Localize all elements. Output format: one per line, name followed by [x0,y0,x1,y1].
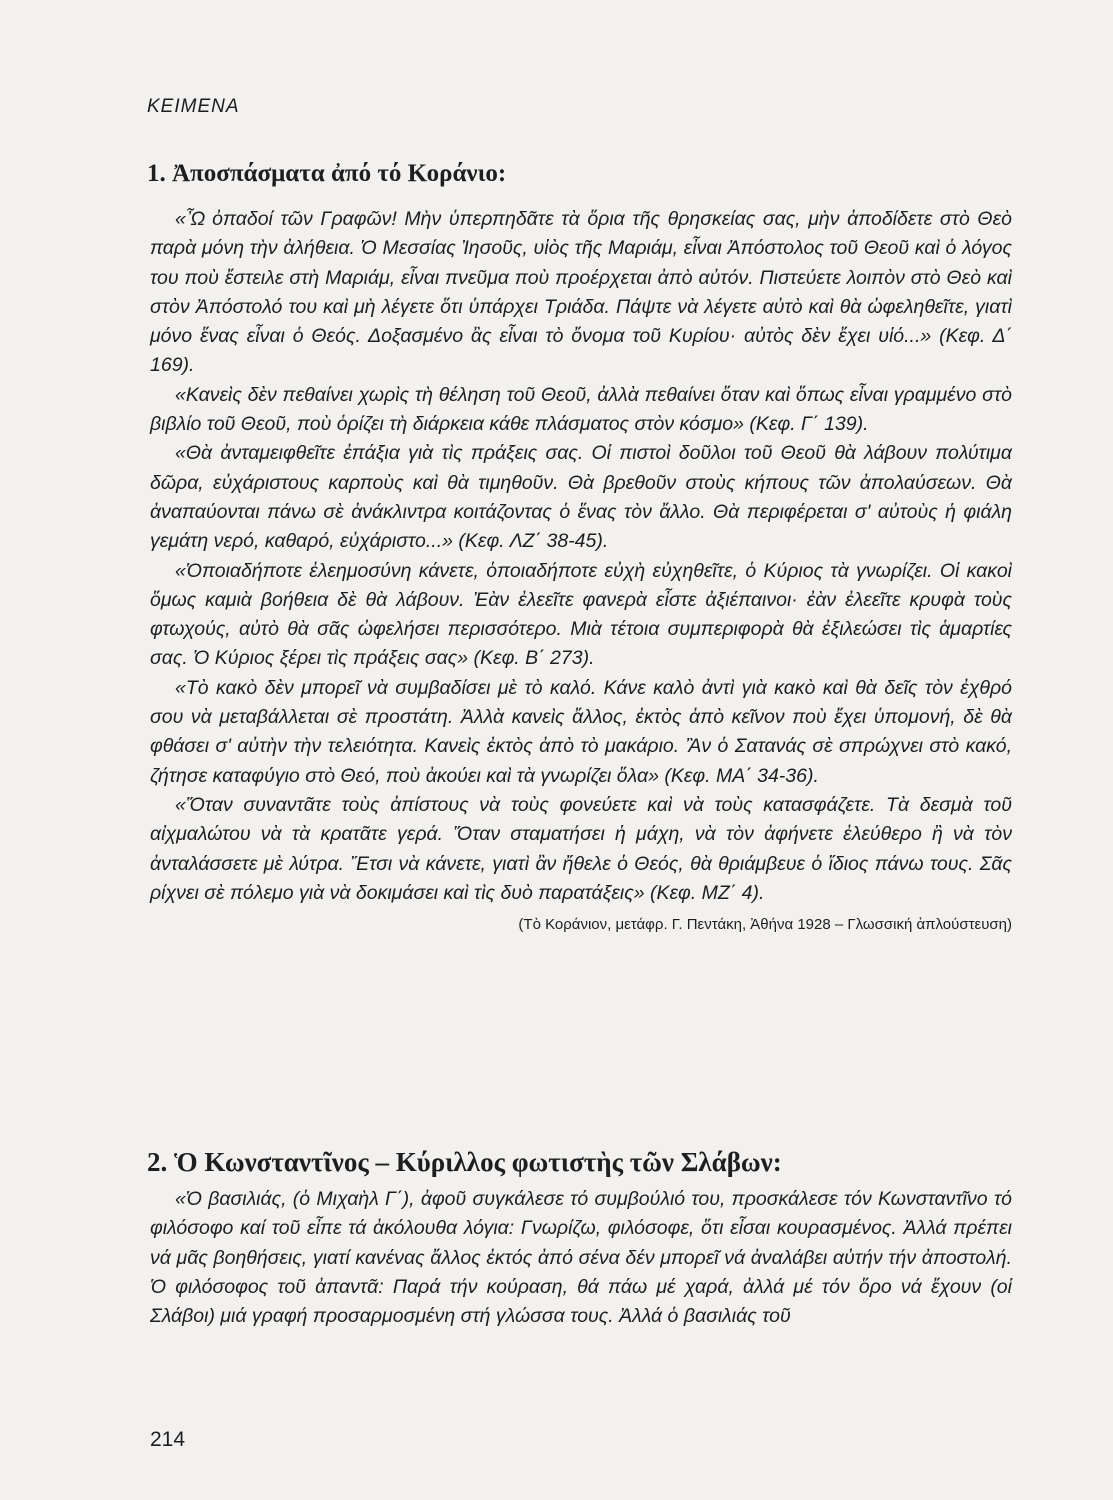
quran-excerpt-6: «Ὅταν συναντᾶτε τοὺς ἀπίστους νὰ τοὺς φονεύετε καὶ νὰ τοὺς κατασφάζετε. Τὰ δεσμὰ τοῦ αἰχμαλώτου νὰ τὰ κρατᾶτε γερά. Ὅταν σταματήσει ἡ μάχη, νὰ τὸν ἀφήνετε ἐλεύθερο ἢ νὰ τὸν ἀνταλάσσετε μὲ λύτρα. Ἔτσι νὰ κάνετε, γιατὶ ἂν ἤθελε ὁ Θεός, θὰ θριάμβευε ὁ ἴδιος πάνω τους. Σᾶς ρίχνει σὲ πόλεμο γιὰ νὰ δοκιμάσει καὶ τὶς δυὸ παρατάξεις» (Κεφ. ΜΖ΄ 4). [150,793,1012,904]
section-1-body [150,205,1012,938]
quran-excerpt-1: «Ὦ ὀπαδοί τῶν Γραφῶν! Μὴν ὑπερπηδᾶτε τὰ ὅρια τῆς θρησκείας σας, μὴν ἀποδίδετε στὸ Θεὸ παρὰ μόνη τὴν ἀλήθεια. Ὁ Μεσσίας Ἰησοῦς, υἱὸς τῆς Μαριάμ, εἶναι Ἀπόστολος τοῦ Θεοῦ καὶ ὁ λόγος του ποὺ ἔστειλε στὴ Μαριάμ, εἶναι πνεῦμα ποὺ προέρχεται ἀπὸ αὐτόν. Πιστεύετε λοιπὸν στὸ Θεὸ καὶ στὸν Ἀπόστολό του καὶ μὴ λέγετε ὅτι ὑπάρχει Τριάδα. Πάψτε νὰ λέγετε αὐτὸ καὶ θὰ ὠφεληθεῖτε, γιατὶ μόνο ἕνας εἶναι ὁ Θεός. Δοξασμένο ἂς εἶναι τὸ ὄνομα τοῦ Κυρίου· αὐτὸς δὲν ἔχει υἱό...» (Κεφ. Δ΄ 169). [150,208,1012,377]
quran-excerpt-5: «Τὸ κακὸ δὲν μπορεῖ νὰ συμβαδίσει μὲ τὸ καλό. Κάνε καλὸ ἀντὶ γιὰ κακὸ καὶ θὰ δεῖς τὸν ἐχθρό σου νὰ μεταβάλλεται σὲ προστάτη. Ἀλλὰ κανεὶς ἄλλος, ἐκτὸς ἀπὸ κεῖνον ποὺ ἔχει ὑπομονή, δὲ θὰ φθάσει σ' αὐτὴν τὴν τελειότητα. Κανεὶς ἐκτὸς ἀπὸ τὸ μακάριο. Ἂν ὁ Σατανάς σὲ σπρώχνει στὸ κακό, ζήτησε καταφύγιο στὸ Θεό, ποὺ ἀκούει καὶ τὰ γνωρίζει ὅλα» (Κεφ. ΜΑ΄ 34-36). [150,676,1012,787]
section-1-title: 1. Ἀποσπάσματα ἀπό τό Κοράνιο: [147,160,507,187]
quran-excerpt-4: «Ὁποιαδήποτε ἐλεημοσύνη κάνετε, ὁποιαδήποτε εὐχὴ εὐχηθεῖτε, ὁ Κύριος τὰ γνωρίζει. Οἱ κακοὶ ὅμως καμιὰ βοήθεια δὲ θὰ λάβουν. Ἐὰν ἐλεεῖτε φανερὰ εἶστε ἀξιέπαινοι· ἐὰν ἐλεεῖτε κρυφὰ τοὺς φτωχούς, αὐτὸ θὰ σᾶς ὠφελήσει περισσότερο. Μιὰ τέτοια συμπεριφορὰ θὰ ἐξιλεώσει τὶς ἁμαρτίες σας. Ὁ Κύριος ξέρει τὶς πράξεις σας» (Κεφ. Β΄ 273). [150,559,1012,670]
quran-excerpt-3: «Θὰ ἀνταμειφθεῖτε ἐπάξια γιὰ τὶς πράξεις σας. Οἱ πιστοὶ δοῦλοι τοῦ Θεοῦ θὰ λάβουν πολύτιμα δῶρα, εὐχάριστους καρποὺς καὶ θὰ τιμηθοῦν. Θὰ βρεθοῦν στοὺς κήπους τῶν ἀπολαύσεων. Θὰ ἀναπαύονται πάνω σὲ ἀνάκλιντρα κοιτάζοντας ὁ ἕνας τὸν ἄλλο. Θὰ περιφέρεται σ' αὐτοὺς ἡ φιάλη γεμάτη νερό, καθαρό, εὐχάριστο...» (Κεφ. ΛΖ΄ 38-45). [150,442,1012,553]
section-2-body [150,1185,1012,1331]
page-number: 214 [150,1428,186,1451]
quran-excerpt-2: «Κανεὶς δὲν πεθαίνει χωρὶς τὴ θέληση τοῦ Θεοῦ, ἀλλὰ πεθαίνει ὅταν καὶ ὅπως εἶναι γραμμένο στὸ βιβλίο τοῦ Θεοῦ, ποὺ ὁρίζει τὴ διάρκεια κάθε πλάσματος στὸν κόσμο» (Κεφ. Γ΄ 139). [150,383,1012,436]
section-2-title: 2. Ὁ Κωνσταντῖνος – Κύριλλος φωτιστὴς τῶν Σλάβων: [147,1147,782,1177]
cyril-excerpt-1: «Ὁ βασιλιάς, (ὁ Μιχαὴλ Γ΄), ἀφοῦ συγκάλεσε τό συμβούλιό του, προσκάλεσε τόν Κωνσταντῖνο τό φιλόσοφο καί τοῦ εἶπε τά ἀκόλουθα λόγια: Γνωρίζω, φιλόσοφε, ὅτι εἶσαι κουρασμένος. Ἀλλά πρέπει νά μᾶς βοηθήσεις, γιατί κανένας ἄλλος ἐκτός ἀπό σένα δέν μπορεῖ νά ἀναλάβει αὐτήν τήν ἀποστολή. Ὁ φιλόσοφος τοῦ ἀπαντᾶ: Παρά τήν κούραση, θά πάω μέ χαρά, ἀλλά μέ τόν ὅρο νά ἔχουν (οἱ Σλάβοι) μιά γραφή προσαρμοσμένη στή γλώσσα τους. Ἀλλά ὁ βασιλιάς τοῦ [150,1188,1012,1328]
section-1-source: (Τὸ Κοράνιον, μετάφρ. Γ. Πεντάκη, Ἀθήνα 1928 – Γλωσσική ἁπλούστευση) [518,916,1012,934]
running-header: ΚΕΙΜΕΝΑ [147,96,240,117]
